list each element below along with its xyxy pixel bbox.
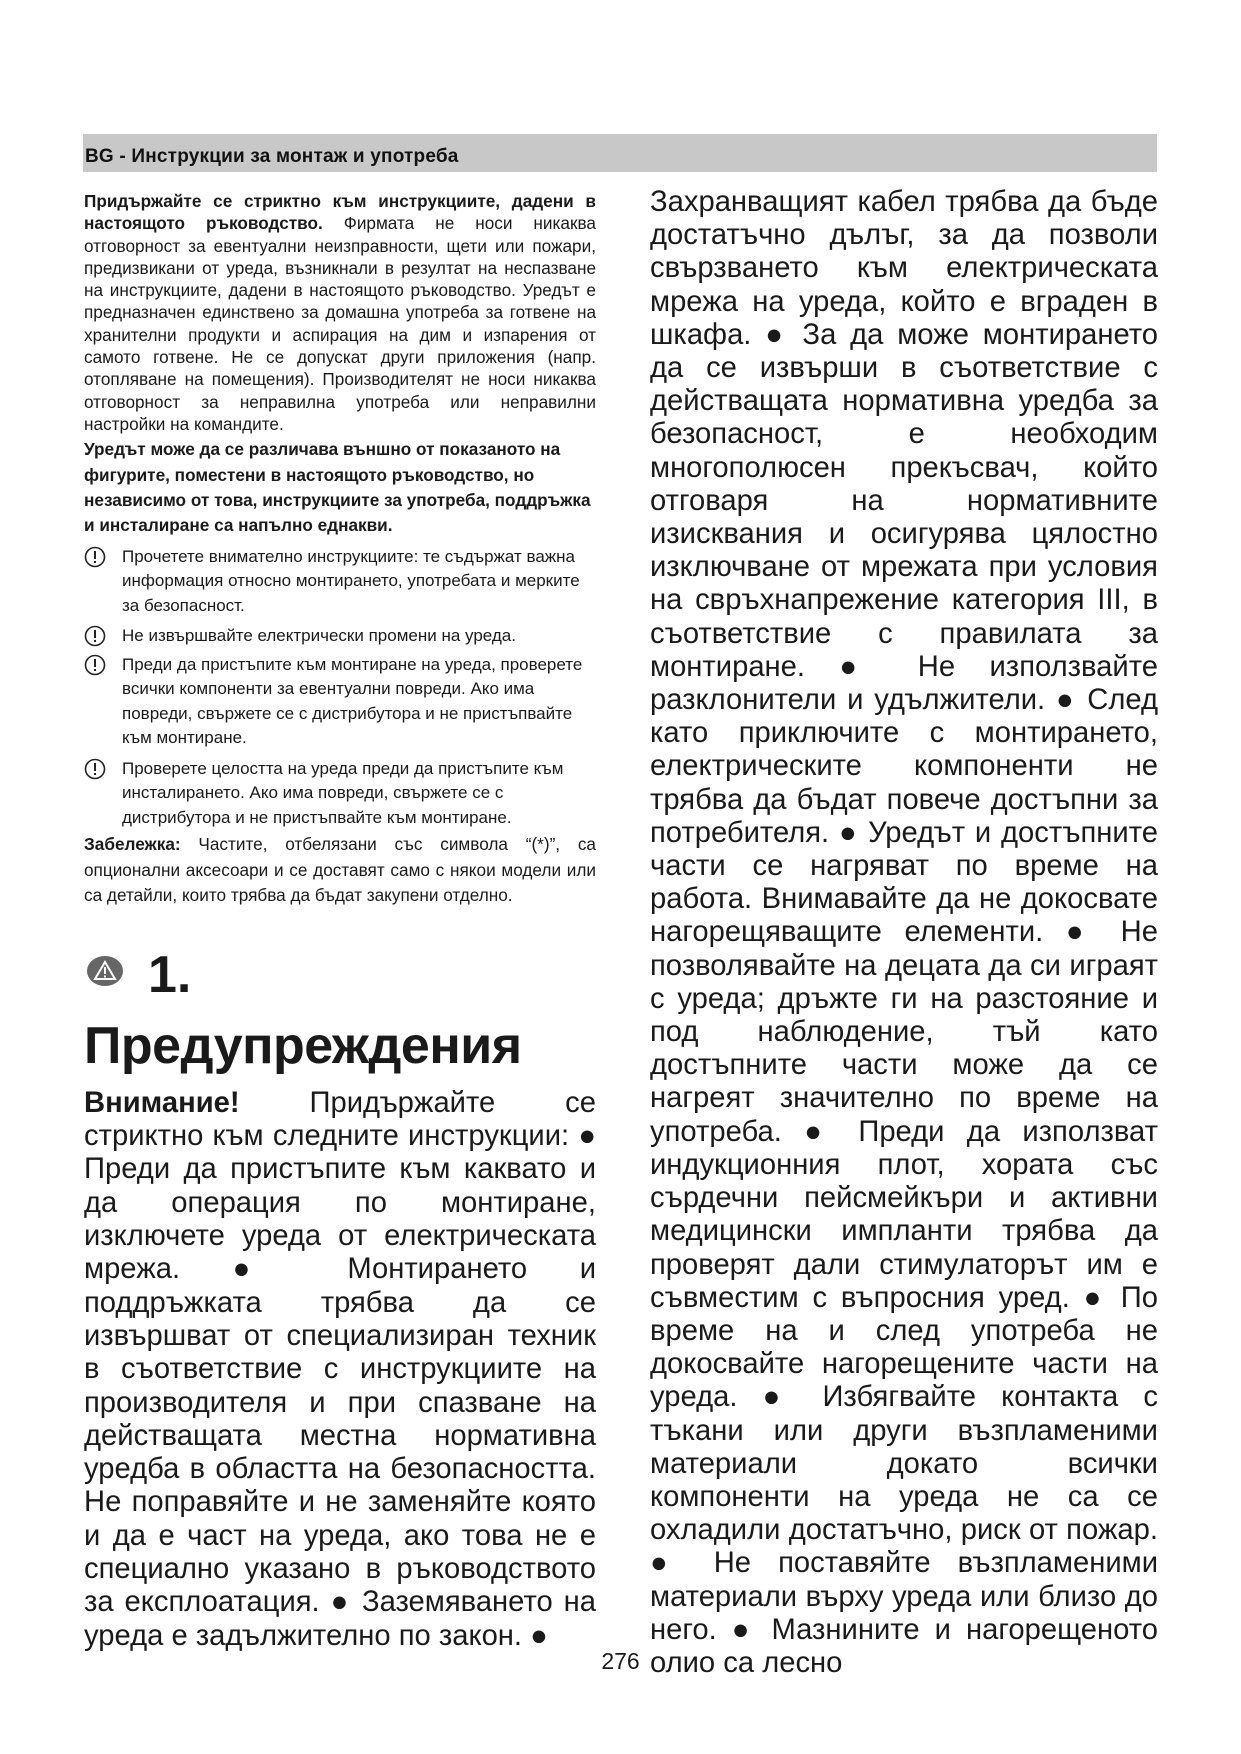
section-number: 1.: [148, 945, 192, 1004]
body-right-paragraph: Захранващият кабел трябва да бъде достатъчно дълъг, за да позволи свързването към електрическата мрежа на уреда, който е вграден в шкафа. ● За да може монтирането да се извърши в съответствие с действащата нормативна уредба за безопасност, е необходим многополюсен прекъсвач, който отговаря на нормативните изисквания и осигурява цялостно изключване от мрежата при условия на свръхнапрежение категория III, в съответствие с правилата за монтиране. ● Не използвайте разклонители и удължители. ● След като приключите с монтирането, електрическите компоненти не трябва да бъдат повече достъпни за потребителя. ● Уредът и достъпните части се нагряват по време на работа. Внимавайте да не докосвате нагорещяващите елементи. ● Не позволявайте на децата да си играят с уреда; дръжте ги на разстояние и под наблюдение, тъй като достъпните части може да се нагреят значително по време на употреба. ● Преди да използват индукционния плот, хората със сърдечни пейсмейкъри и активни медицински импланти трябва да проверят дали стимулаторът им е съвместим с въпросния уред. ● По време на и след употреба не докосвайте нагорещените части на уреда. ● Избягвайте контакта с тъкани или други възпламеними материали докато всички компоненти на уреда не са се охладили достатъчно, риск от пожар. ● Не поставяйте възпламеними материали върху уреда или близо до него. ● Мазнините и нагорещеното олио са лесно: [650, 186, 1158, 1679]
warning-text: Прочетете внимателно инструкциите: те съдържат важна информация относно монтирането, употребата и мерките за безопасност.: [122, 546, 580, 615]
body-left-bold-lead: Внимание!: [84, 1086, 240, 1119]
header-title: BG - Инструкции за монтаж и употреба: [85, 146, 459, 167]
body-left-paragraph: [84, 1087, 596, 1653]
left-column: [84, 190, 596, 1653]
attention-icon: [84, 654, 106, 676]
page-number: 276: [601, 1648, 640, 1674]
body-left-text: Придържайте се стриктно към следните инструкции: ● Преди да пристъпите към каквато и да операция по монтиране, изключете уреда от електрическата мрежа. ● Монтирането и поддръжката трябва да се извършват от специализиран техник в съответствие с инструкциите на производителя и при спазване на действащата местна нормативна уредба в областта на безопасността. Не поправяйте и не заменяйте която и да е част на уреда, ако това не е специално указано в ръководството за експлоатация. ● Заземяването на уреда е задължително по закон. ●: [84, 1086, 596, 1652]
warning-text: Преди да пристъпите към монтиране на уреда, проверете всички компоненти за евентуални повреди. Ако има повреди, свържете се с дистрибутора и не пристъпвайте към монтиране.: [122, 654, 583, 748]
warning-triangle-icon: [86, 955, 124, 987]
header-bar: [83, 134, 1157, 172]
note-label: Забележка:: [84, 834, 181, 855]
intro-bold-lead: Придържайте се стриктно към инструкциите, дадени в настоящото ръководство.: [84, 191, 596, 234]
intro-paragraph: [84, 190, 596, 435]
warning-item: [84, 653, 596, 751]
warning-item: [84, 757, 596, 831]
warning-item: [84, 545, 596, 619]
right-column: [650, 186, 1158, 1680]
attention-icon: [84, 625, 106, 647]
intro-bold-note: Уредът може да се различава външно от показаното на фигурите, поместени в настоящото ръководство, но независимо от това, инструкциите за употреба, поддръжка и инсталиране са напълно еднакви.: [84, 439, 591, 536]
note-text: Частите, отбелязани със символа “(*)”, са опционални аксесоари и се доставят само с някои модели или са детайли, които трябва да бъдат закупени отделно.: [84, 834, 596, 906]
section-title: Предупреждения: [84, 1016, 522, 1075]
attention-icon: [84, 546, 106, 568]
warning-text: Проверете целостта на уреда преди да пристъпите към инсталирането. Ако има повреди, свържете се с дистрибутора и не пристъпвайте към монтиране.: [122, 758, 564, 827]
warning-text: Не извършвайте електрически промени на уреда.: [122, 626, 516, 646]
note-paragraph: [84, 832, 596, 909]
intro-text: Фирмата не носи никаква отговорност за евентуални неизправности, щети или пожари, предизвикани от уреда, възникнали в резултат на неспазване на инструкциите, дадени в настоящото ръководство. Уредът е предназначен единствено за домашна употреба за готвене на хранителни продукти и аспирация на дим и изпарения от самото готвене. Не се допускат други приложения (напр. отопляване на помещения). Производителят не носи никаква отговорност за неправилна употреба или неправилни настройки на командите.: [84, 213, 596, 434]
section-title-row: [84, 945, 596, 1005]
warning-item: [84, 624, 596, 649]
attention-icon: [84, 758, 106, 780]
